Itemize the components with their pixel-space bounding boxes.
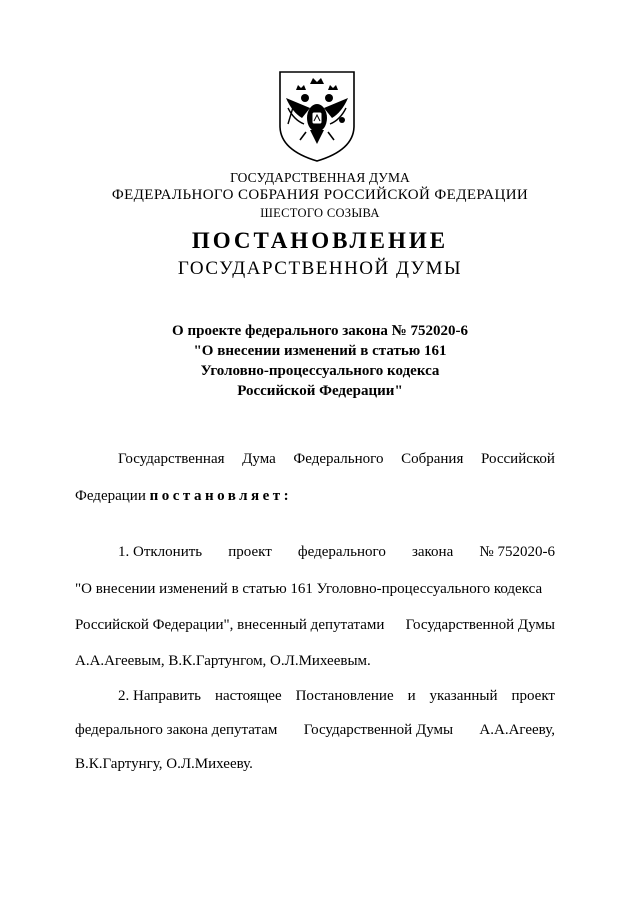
text-word: Федерального: [293, 451, 384, 467]
subject-line: О проекте федерального закона № 752020-6: [172, 323, 468, 339]
subject-line: Российской Федерации": [237, 383, 403, 399]
text-word: 1. Отклонить: [118, 544, 203, 560]
text-word: А.А.Агееву,: [479, 722, 555, 738]
item-2-line: В.К.Гартунгу, О.Л.Михееву.: [75, 756, 253, 772]
text-word: настоящее: [214, 688, 282, 704]
org-name-line: ГОСУДАРСТВЕННАЯ ДУМА: [230, 170, 410, 185]
text-word: указанный: [429, 688, 498, 704]
text-word: № 752020-6: [479, 544, 555, 560]
text-word: федерального закона депутатам: [75, 722, 278, 738]
text-word: Государственной Думы: [303, 722, 454, 738]
text-word: Государственной Думы: [405, 617, 555, 633]
text-word: проект: [511, 688, 555, 704]
document-title: ПОСТАНОВЛЕНИЕ: [191, 228, 449, 253]
text-word: проект: [228, 544, 272, 560]
text-word: Собрания: [401, 451, 464, 467]
document-subtitle: ГОСУДАРСТВЕННОЙ ДУМЫ: [177, 258, 463, 279]
russian-coat-of-arms-icon: [272, 68, 362, 164]
text-word: 2. Направить: [118, 688, 201, 704]
resolution-verb: постановляет:: [149, 488, 293, 504]
item-1-line: [118, 544, 555, 561]
text-word: Федерации: [75, 488, 146, 504]
item-1-line: "О внесении изменений в статью 161 Уголовно-процессуального кодекса: [75, 581, 543, 597]
org-name-line: ФЕДЕРАЛЬНОГО СОБРАНИЯ РОССИЙСКОЙ ФЕДЕРАЦИИ: [111, 187, 529, 203]
text-word: и: [407, 688, 416, 704]
text-word: Дума: [242, 451, 276, 467]
item-1-line: [75, 617, 555, 634]
text-word: Постановление: [295, 688, 394, 704]
subject-line: Уголовно-процессуального кодекса: [200, 363, 440, 379]
text-word: федерального: [297, 544, 386, 560]
convocation-line: ШЕСТОГО СОЗЫВА: [260, 206, 380, 220]
subject-line: "О внесении изменений в статью 161: [193, 343, 447, 359]
text-word: закона: [411, 544, 454, 560]
preamble-line: [75, 488, 555, 505]
text-word: Государственная: [118, 451, 225, 467]
item-2-line: [118, 688, 555, 705]
text-word: Российской: [481, 451, 555, 467]
preamble-line: [118, 451, 555, 468]
item-2-line: [75, 722, 555, 739]
text-word: Российской Федерации", внесенный депутатами: [75, 617, 385, 633]
item-1-line: А.А.Агеевым, В.К.Гартунгом, О.Л.Михеевым.: [75, 653, 371, 669]
